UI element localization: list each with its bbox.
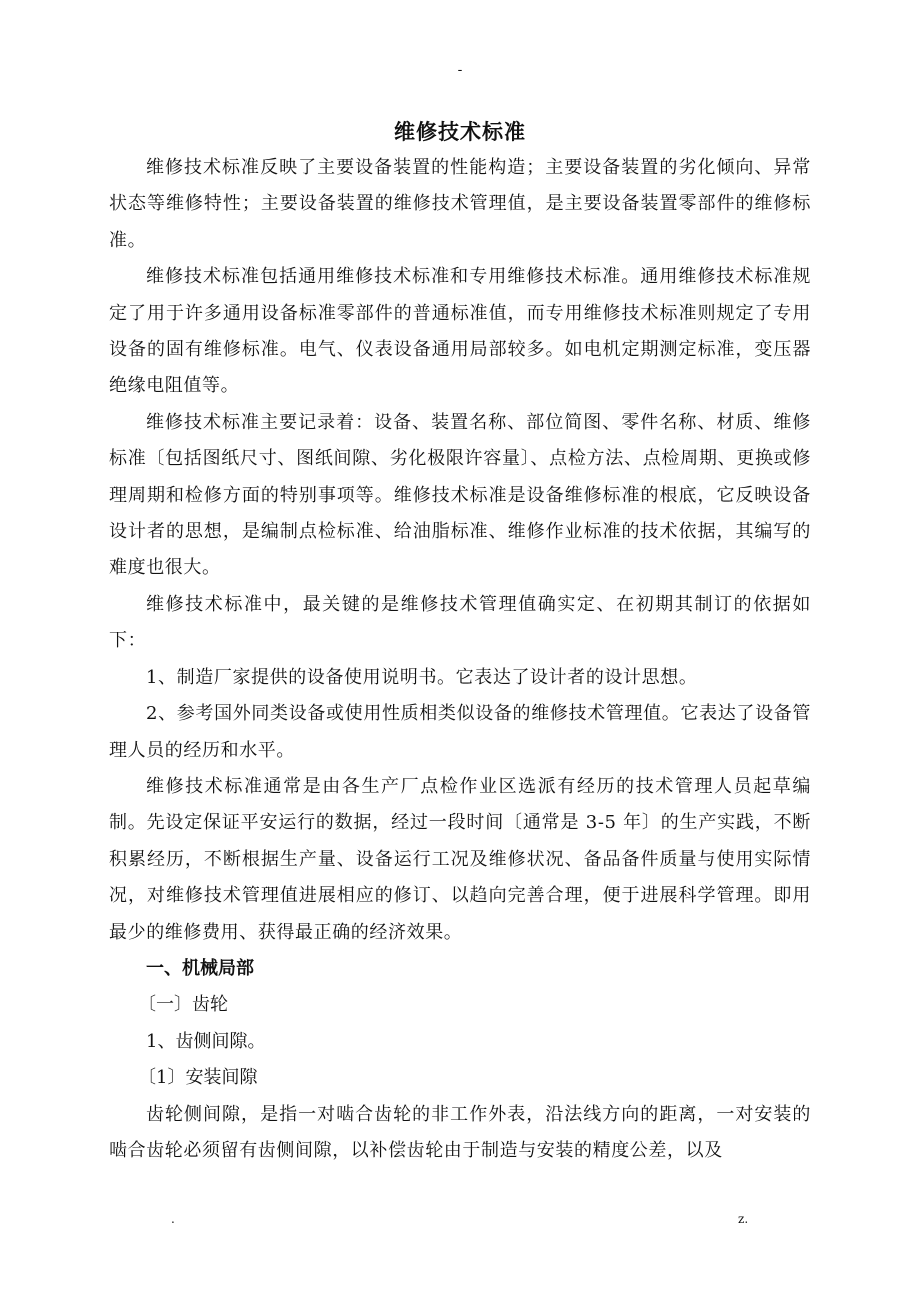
footer-right-mark: z. xyxy=(738,1212,749,1226)
footer-left-mark: . xyxy=(171,1212,175,1226)
subitem-heading: 〔1〕安装间隙 xyxy=(138,1067,258,1089)
paragraph-3: 维修技术标准主要记录着：设备、装置名称、部位简图、零件名称、材质、维修标准〔包括图纸尺寸、图纸间隙、劣化极限许容量〕、点检方法、点检周期、更换或修理周期和检修方面的特别事项等。维修技术标准是设备维修标准的根底，它反映设备设计者的思想，是编制点检标准、给油脂标准、维修作业标准的技术依据，其编写的难度也很大。 xyxy=(109,411,811,579)
subsection-heading: 〔一〕齿轮 xyxy=(138,994,228,1016)
paragraph-1: 维修技术标准反映了主要设备装置的性能构造；主要设备装置的劣化倾向、异常状态等维修特性；主要设备装置的维修技术管理值，是主要设备装置零部件的维修标准。 xyxy=(109,157,811,251)
section-heading: 一、机械局部 xyxy=(146,957,254,979)
paragraph-2: 维修技术标准包括通用维修技术标准和专用维修技术标准。通用维修技术标准规定了用于许多通用设备标准零部件的普通标准值，而专用维修技术标准则规定了专用设备的固有维修标准。电气、仪表设备通用局部较多。如电机定期测定标准，变压器绝缘电阻值等。 xyxy=(109,266,811,397)
paragraph-8: 齿轮侧间隙，是指一对啮合齿轮的非工作外表，沿法线方向的距离，一对安装的啮合齿轮必须留有齿侧间隙，以补偿齿轮由于制造与安装的精度公差，以及 xyxy=(109,1103,811,1161)
page-header-mark: - xyxy=(457,62,463,78)
paragraph-6: 2、参考国外同类设备或使用性质相类似设备的维修技术管理值。它表达了设备管理人员的经历和水平。 xyxy=(109,703,811,761)
paragraph-7: 维修技术标准通常是由各生产厂点检作业区选派有经历的技术管理人员起草编制。先设定保证平安运行的数据，经过一段时间〔通常是 3-5 年〕的生产实践，不断积累经历，不断根据生产量、设备运行工况及维修状况、备品备件质量与使用实际情况，对维修技术管理值进展相应的修订、以趋向完善合理，便于进展科学管理。即用最少的维修费用、获得最正确的经济效果。 xyxy=(109,775,811,943)
document-body xyxy=(109,116,811,1169)
document-title: 维修技术标准 xyxy=(394,119,526,144)
item-heading: 1、齿侧间隙。 xyxy=(146,1030,266,1052)
paragraph-4: 维修技术标准中，最关键的是维修技术管理值确实定、在初期其制订的依据如下： xyxy=(109,593,811,652)
paragraph-5: 1、制造厂家提供的设备使用说明书。它表达了设计者的设计思想。 xyxy=(146,666,698,688)
